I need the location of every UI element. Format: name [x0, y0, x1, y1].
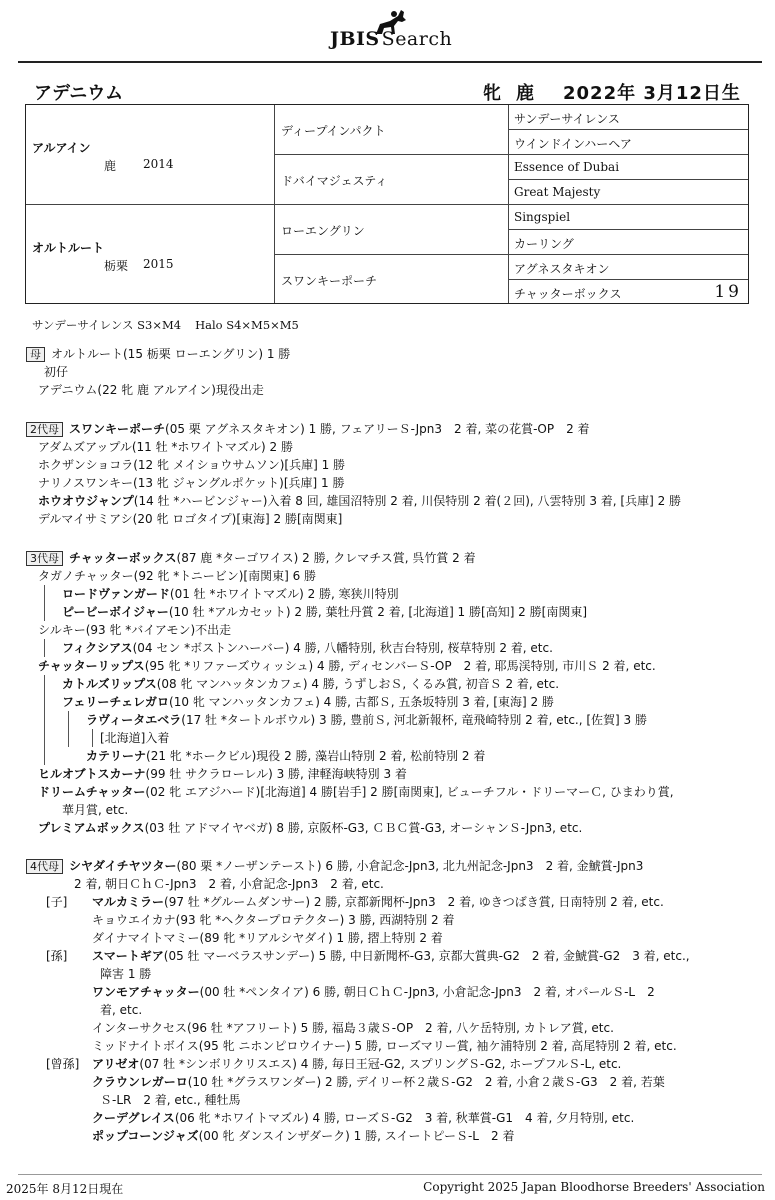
sec4-k1 [92, 893, 664, 911]
sec4-h3 [92, 1109, 634, 1127]
inbreed-2: Halo S4×M5×M5 [195, 318, 299, 332]
tree-line [92, 729, 93, 747]
sec3-l14: 華月賞, etc. [62, 803, 129, 817]
great-1[interactable]: サンデーサイレンス [514, 112, 620, 126]
grand-dam-dam[interactable]: スワンキーポーチ [281, 274, 378, 288]
sec1-tag: 母 [26, 347, 45, 362]
sec3-l5-rest: (04 セン *ボストンハーバー) 4 勝, 八幡特別, 秋吉台特別, 桜草特別 2 着, etc. [132, 641, 553, 655]
sec4-h3-name[interactable]: クーデグレイス [92, 1111, 175, 1125]
grand-sire-dam[interactable]: ドバイマジェスティ [281, 174, 388, 188]
sec3-l5 [62, 639, 553, 657]
tree-line [44, 675, 45, 765]
horse-sex: 牝 [483, 83, 502, 104]
sec4-h2-rest: (10 牡 *グラスワンダー) 2 勝, デイリー杯２歳Ｓ-G2 2 着, 小倉２歳Ｓ-G3 2 着, 若葉 [187, 1075, 665, 1089]
sire-name[interactable]: アルアイン [32, 141, 91, 155]
sec4-h4-rest: (00 牝 ダンスインザダーク) 1 勝, スイートピーＳ-L 2 着 [198, 1129, 515, 1143]
dam-year: 2015 [143, 257, 174, 271]
sec3-l7-name[interactable]: カトルズリップス [62, 677, 157, 691]
sec3-l8-rest: (10 牝 マンハッタンカフェ) 4 勝, 古都Ｓ, 五条坂特別 3 着, [東海] 2 勝 [169, 695, 554, 709]
sec3-l6-name[interactable]: チャッターリップス [38, 659, 145, 673]
great-4[interactable]: Great Majesty [514, 185, 601, 199]
sec3-l7-rest: (08 牝 マンハッタンカフェ) 4 勝, うずしおＳ, くるみ賞, 初音Ｓ 2 着, etc. [156, 677, 560, 691]
great-2[interactable]: ウインドインハーヘア [514, 137, 632, 151]
sec4-head-name[interactable]: シヤダイチヤツター [69, 859, 177, 873]
header-rule [18, 61, 762, 63]
sec3-l15-rest: (03 牡 アドマイヤベガ) 8 勝, 京阪杯-G3, ＣＢＣ賞-G3, オーシャンＳ-Jpn3, etc. [144, 821, 583, 835]
dam-name[interactable]: オルトルート [32, 241, 105, 255]
sec3-l3 [62, 603, 587, 621]
sec2-c4-rest: (14 牡 *ハービンジャー)入着 8 回, 雄国沼特別 2 着, 川俣特別 2 着(２回), 八雲特別 3 着, [兵庫] 2 勝 [133, 494, 682, 508]
tree-line [44, 585, 45, 621]
sec4-h1-rest: (07 牡 *シンボリクリスエス) 4 勝, 毎日王冠-G2, スプリングＳ-G2, ホープフルＳ-L, etc. [139, 1057, 622, 1071]
jbis-search-logo[interactable] [330, 8, 470, 54]
sire-year: 2014 [143, 157, 174, 171]
sec3-l13-rest: (02 牝 エアジハード)[北海道] 4 勝[岩手] 2 勝[南関東], ビューチフル・ドリーマーＣ, ひまわり賞, [145, 785, 674, 799]
sec3-l2-name[interactable]: ロードヴァンガード [62, 587, 170, 601]
sec1-dam[interactable]: オルトルート(15 栃栗 ローエングリン) 1 勝 [51, 347, 291, 361]
sec3-l3-rest: (10 牡 *アルカセット) 2 勝, 葉牡丹賞 2 着, [北海道] 1 勝[高知] 2 勝[南関東] [168, 605, 587, 619]
family-number: 19 [714, 282, 742, 302]
sec3-l2 [62, 585, 399, 603]
sec3-l6-rest: (95 牝 *リファーズウィッシュ) 4 勝, ディセンバーＳ-OP 2 着, 耶馬渓特別, 市川Ｓ 2 着, etc. [144, 659, 656, 673]
sec3-head-rest: (87 鹿 *ターゴワイス) 2 勝, クレマチス賞, 呉竹賞 2 着 [176, 551, 476, 565]
sec4-m2-2: 着, etc. [100, 1003, 143, 1017]
sec3-l5-name[interactable]: フィクシアス [62, 641, 133, 655]
sec3-l9-name[interactable]: ラヴィータエベラ [86, 713, 182, 727]
sec3-l13 [38, 783, 674, 801]
sec4-head [26, 857, 643, 875]
sec3-l12-rest: (99 牡 サクラローレル) 3 勝, 津軽海峡特別 3 着 [145, 767, 407, 781]
as-of-date: 2025年 8月12日現在 [6, 1182, 124, 1196]
sec3-l12-name[interactable]: ヒルオブトスカーナ [38, 767, 146, 781]
sec4-k1-rest: (97 牡 *グルームダンサー) 2 勝, 京都新聞杯-Jpn3 2 着, ゆきつばき賞, 日南特別 2 着, etc. [164, 895, 664, 909]
great-6[interactable]: カーリング [514, 237, 574, 251]
sec3-l12 [38, 765, 407, 783]
logo-jbis: JBIS [330, 28, 380, 50]
sec3-l15 [38, 819, 582, 837]
sec4-m1-name[interactable]: スマートギア [92, 949, 164, 963]
inbreed-1: サンデーサイレンス S3×M4 [32, 318, 182, 332]
sec4-k2[interactable]: キョウエイカナ(93 牝 *ヘクタープロテクター) 3 勝, 西湖特別 2 着 [92, 913, 455, 927]
great-3[interactable]: Essence of Dubai [514, 160, 620, 174]
sec3-tag: 3代母 [26, 551, 63, 566]
great-5[interactable]: Singspiel [514, 210, 571, 224]
sec3-l7 [62, 675, 559, 693]
sec2-head [26, 420, 590, 438]
footer-rule [18, 1174, 762, 1175]
sec4-h4 [92, 1127, 514, 1145]
sec4-h2-name[interactable]: クラウンレガーロ [92, 1075, 188, 1089]
sec1-head [26, 345, 290, 363]
sec3-head [26, 549, 476, 567]
sec4-m3[interactable]: インターサクセス(96 牡 *アフリート) 5 勝, 福島３歳Ｓ-OP 2 着, 八ケ岳特別, カトレア賞, etc. [92, 1021, 614, 1035]
horse-meta [483, 79, 741, 105]
tree-line [68, 711, 69, 747]
dam-color: 栃栗 [104, 259, 129, 273]
sec2-c4-name[interactable]: ホウオウジャンプ [38, 494, 134, 508]
sec4-head-rest: (80 栗 *ノーザンテースト) 6 勝, 小倉記念-Jpn3, 北九州記念-Jpn3 2 着, 金鯱賞-Jpn3 [176, 859, 644, 873]
sec4-mago: [孫] [46, 949, 68, 963]
grand-sire-sire[interactable]: ディープインパクト [281, 124, 386, 138]
sec2-c1[interactable]: アダムズアップル(11 牡 *ホワイトマズル) 2 勝 [38, 440, 294, 454]
sec3-l15-name[interactable]: プレミアムボックス [38, 821, 145, 835]
horse-color: 鹿 [516, 83, 535, 104]
sec3-l2-rest: (01 牡 *ホワイトマズル) 2 勝, 寒狭川特別 [169, 587, 399, 601]
sec2-head-name[interactable]: スワンキーポーチ [69, 422, 166, 436]
sec3-l11-name[interactable]: カテリーナ [86, 749, 147, 763]
sec4-h1-name[interactable]: アリゼオ [92, 1057, 140, 1071]
sec3-l4[interactable]: シルキー(93 牝 *バイアモン)不出走 [38, 623, 232, 637]
sec4-h2 [92, 1073, 665, 1091]
sec4-m2 [92, 983, 655, 1001]
sec4-m2-rest: (00 牡 *ペンタイア) 6 勝, 朝日ＣｈＣ-Jpn3, 小倉記念-Jpn3 2 着, オパールＳ-L 2 [199, 985, 655, 999]
sec2-head-rest: (05 栗 アグネスタキオン) 1 勝, フェアリーＳ-Jpn3 2 着, 菜の花賞-OP 2 着 [165, 422, 590, 436]
sec4-h2-2: Ｓ-LR 2 着, etc., 種牡馬 [100, 1093, 241, 1107]
sec3-l11-rest: (21 牝 *ホークビル)現役 2 勝, 藻岩山特別 2 着, 松前特別 2 着 [146, 749, 486, 763]
pedigree-table [25, 104, 749, 304]
sec4-k1-name[interactable]: マルカミラー [92, 895, 165, 909]
sec2-c4 [38, 492, 681, 510]
sec2-c2[interactable]: ホクザンショコラ(12 牝 メイショウサムソン)[兵庫] 1 勝 [38, 458, 346, 472]
copyright: Copyright 2025 Japan Bloodhorse Breeders' Association [423, 1180, 765, 1194]
sec4-m4[interactable]: ミッドナイトボイス(95 牝 ニホンピロウイナー) 5 勝, ローズマリー賞, 袖ケ浦特別 2 着, 高尾特別 2 着, etc. [92, 1039, 677, 1053]
sec4-h1 [92, 1055, 621, 1073]
sec2-c5[interactable]: デルマイサミアシ(20 牝 ロゴタイプ)[東海] 2 勝[南関東] [38, 512, 343, 526]
sec4-m2-name[interactable]: ワンモアチャッター [92, 985, 200, 999]
sec4-h4-name[interactable]: ポップコーンジャズ [92, 1129, 199, 1143]
sec3-l9 [86, 711, 647, 729]
inbreeding-line [32, 317, 313, 333]
sec2-c3[interactable]: ナリノスワンキー(13 牝 ジャングルポケット)[兵庫] 1 勝 [38, 476, 345, 490]
sec3-l13-name[interactable]: ドリームチャッター [38, 785, 146, 799]
sec4-m1 [92, 947, 690, 965]
sec1-l3[interactable]: アデニウム(22 牝 鹿 アルアイン)現役出走 [38, 383, 264, 397]
sec4-tag: 4代母 [26, 859, 63, 874]
sire-color: 鹿 [104, 159, 117, 173]
sec2-tag: 2代母 [26, 422, 63, 437]
sec4-m1-2: 障害 1 勝 [100, 967, 152, 981]
sec3-l8-name[interactable]: フェリーチェレガロ [62, 695, 170, 709]
sec3-l11 [86, 747, 485, 765]
sec3-l3-name[interactable]: ピービーボイジャー [62, 605, 169, 619]
logo-search: Search [381, 28, 453, 50]
sec3-l1[interactable]: タガノチャッター(92 牝 *トニービン)[南関東] 6 勝 [38, 569, 317, 583]
great-8[interactable]: チャッターボックス [514, 287, 622, 301]
sec3-head-name[interactable]: チャッターボックス [69, 551, 177, 565]
sec4-head2: 2 着, 朝日ＣｈＣ-Jpn3 2 着, 小倉記念-Jpn3 2 着, etc. [74, 877, 384, 891]
sec4-ko: [子] [46, 895, 68, 909]
sec4-m1-rest: (05 牡 マーベラスサンデー) 5 勝, 中日新聞杯-G3, 京都大賞典-G2 2 着, 金鯱賞-G2 3 着, etc., [163, 949, 690, 963]
sec3-l6 [38, 657, 656, 675]
sec1-l2: 初仔 [44, 365, 69, 379]
sec3-l8 [62, 693, 554, 711]
sec3-l10: [北海道]入着 [100, 731, 170, 745]
sec4-h3-rest: (06 牝 *ホワイトマズル) 4 勝, ローズＳ-G2 3 着, 秋華賞-G1 4 着, 夕月特別, etc. [174, 1111, 635, 1125]
horse-birth: 2022年 3月12日生 [563, 83, 741, 104]
great-7[interactable]: アグネスタキオン [514, 262, 610, 276]
sec3-l9-rest: (17 牡 *タートルボウル) 3 勝, 豊前Ｓ, 河北新報杯, 竜飛崎特別 2 着, etc., [佐賀] 3 勝 [181, 713, 647, 727]
sec4-k3[interactable]: ダイナマイトマミー(89 牝 *リアルシヤダイ) 1 勝, 摺上特別 2 着 [92, 931, 443, 945]
tree-line [44, 639, 45, 657]
grand-dam-sire[interactable]: ローエングリン [281, 224, 365, 238]
horse-name: アデニウム [34, 83, 124, 104]
sec4-hi: [曾孫] [46, 1057, 80, 1071]
